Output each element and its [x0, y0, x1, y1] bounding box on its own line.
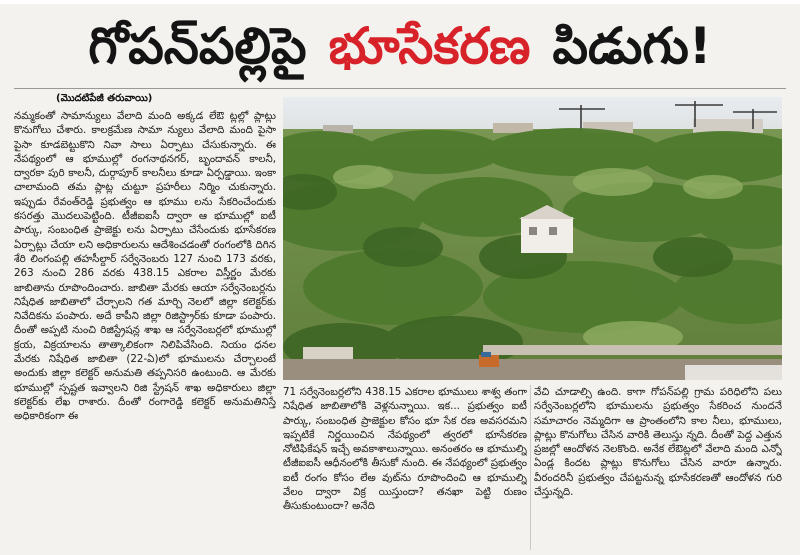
column-divider	[530, 385, 531, 550]
headline-rule	[14, 88, 786, 89]
headline	[0, 8, 800, 84]
news-photo	[283, 97, 782, 380]
article-column-3: వేచి చూడాల్సి ఉంది. కాగా గోపన్‌పల్లి గ్రామ పరిధిలోని పలు సర్వేనెంబర్లలోని భూములను ప్రభుత్వం సేకరించ నుందనే సమాచారం నెమ్మదిగా ఆ ప్రాంతంలోని కాల నీలు, భూములు, ప్లాట్లు కొనుగోలు చేసిన వారికి తెలుస్తు న్నది. దీంతో పెద్ద ఎత్తున ప్రజల్లో ఆందోళన నెలకొంది. అనేక లేఔట్లలో వేలాది మంది ఎన్నో ఏండ్ల కిందట ప్లాట్లు కొనుగోలు చేసిన వారూ ఉన్నారు. వీరందరినీ ప్రభుత్వం చేపట్టనున్న భూసేకరణతో ఆందోళన గురి చేస్తున్నది.	[534, 386, 782, 499]
headline-part-2: భూసేకరణ	[328, 17, 531, 75]
top-border	[0, 0, 800, 4]
article-column-2: 71 సర్వేనెంబర్లలోని 438.15 ఎకరాల భూములు శాశ్వ తంగా నిషేధిత జాబితాలోకి వెళ్లనున్నాయి. ఇక... ప్రభుత్వం ఐటీ పార్కు, సంబంధిత ప్రాజెక్టుల కోసం భూ సేక రణ అవసరమని ఇప్పటికే నిర్ణయించిన నేపథ్యంలో త్వరలో భూసేకరణ నోటిఫికేషన్ ఇచ్చే అవకాశాలున్నాయి. అనంతరం ఆ భూముల్ని టీజీఐఐసీ ఆధీనంలోకి తీసుకో నుంది. ఈ నేపథ్యంలో ప్రభుత్వం ఐటీ రంగం కోసం లేఅ వుట్‌ను రూపొందించి ఆ భూముల్ని వేలం ద్వారా విక్ర యిస్తుందా? తనఖా పెట్టి రుణం తీసుకుంటుందా? అనేది	[283, 386, 527, 513]
article-column-1: నమ్మకంతో సామాన్యులు వేలాది మంది అక్కడ లేఔ ట్లల్లో ప్లాట్లు కొనుగోలు చేశారు. కాలక్రమేణ సామా న్యులు వేలాది మంది పైసా పైసా కూడబెట్టుకొని నివా సాలు ఏర్పాటు చేసుకున్నారు. ఈ నేపథ్యంలో ఆ భూముల్లో రంగనాథనగర్, బృందావన్ కాలనీ, ద్వారకా పురి కాలనీ, దుర్గాపూర్ కాలనీలు కూడా ఏర్పడ్డాయి. ఇంకా చాలామంది తమ ప్లాట్ల చుట్టూ ప్రహరీలు నిర్మిం చుకున్నారు. ఇప్పుడు రేవంత్‌రెడ్డి ప్రభుత్వం ఆ భూము లను సేకరించేందుకు కసరత్తు మొదలుపెట్టింది. టీజీఐఐసీ ద్వారా ఆ భూముల్లో ఐటీ పార్కు, సంబంధిత ప్రాజెక్టు లను ఏర్పాటు చేసేందుకు భూసేకరణ ఏర్పాట్లు చేయా లని అధికారులను ఆదేశించడంతో రంగంలోకి దిగిన శేరి లింగంపల్లి తహసీల్దార్ సర్వేనెంబరు 127 నుంచి 173 వరకు, 263 నుంచి 286 వరకు 438.15 ఎకరాల విస్తీర్ణం మేరకు జాబితాను రూపొందించారు. జాబితా మేరకు ఆయా సర్వేనెంబర్లను నిషేధిత జాబితాలో చేర్చాలని గత మార్చి నెలలో జిల్లా కలెక్టర్‌కు నివేదికను పంపారు. అదే కాపీని జిల్లా రిజిస్ట్రార్‌కు కూడా పంపారు. దీంతో అప్పటి నుంచి రిజిస్ట్రేషన్ల శాఖ ఆ సర్వేనెంబర్లలో భూముల్లో క్రయ, విక్రయాలను తాత్కాలికంగా నిలిపివేసింది. నియం ధనల మేరకు నిషేధిత జాబితా (22-ఏ)లో భూములను చేర్చాలంటే అందుకు జిల్లా కలెక్టర్ అనుమతి తప్పనిసరి ఉంటుంది. ఆ మేరకు భూముల్లో స్పష్టత ఇవ్వాలని రిజి స్ట్రేషన్ శాఖ అధికారులు జిల్లా కలెక్టర్‌కు లేఖ రాశారు. దీంతో రంగారెడ్డి కలెక్టర్ అనుమతినిస్తే అధికారికంగా ఈ	[14, 110, 276, 423]
headline-part-3: పిడుగు!	[552, 17, 712, 75]
land-photo-image	[283, 97, 782, 380]
headline-part-1: గోపన్‌పల్లిపై	[88, 17, 307, 75]
byline: (మొదటిపేజీ తరువాయి)	[56, 93, 153, 104]
